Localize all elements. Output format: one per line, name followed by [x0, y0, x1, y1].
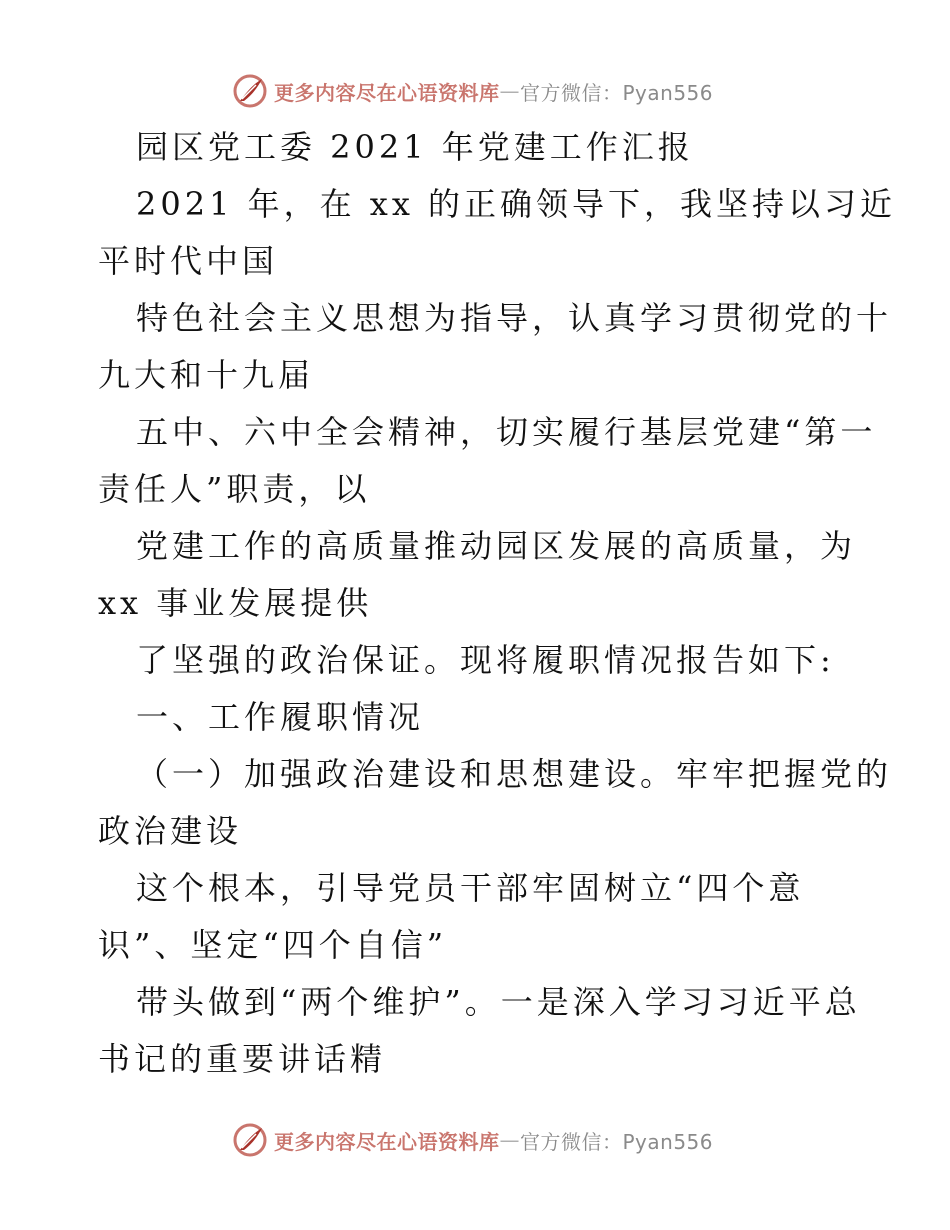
banner-separator: —: [499, 79, 520, 103]
footer-watermark-banner: [232, 1121, 713, 1159]
header-watermark-banner: [232, 72, 713, 110]
banner-main-text: 更多内容尽在心语资料库: [274, 1129, 500, 1154]
feather-pen-logo-icon: [232, 73, 268, 109]
section-heading: 一、工作履职情况: [136, 698, 425, 736]
paragraph-line: 五中、六中全会精神，切实履行基层党建“第一: [136, 413, 877, 451]
subsection-heading: （一）加强政治建设和思想建设。牢牢把握党的: [136, 755, 893, 793]
paragraph-line: 2021 年，在 xx 的正确领导下，我坚持以习近: [136, 185, 897, 223]
paragraph-line: 政治建设: [98, 812, 243, 850]
paragraph-line: 识”、坚定“四个自信”: [98, 926, 448, 964]
paragraph-line: 带头做到“两个维护”。一是深入学习习近平总: [136, 983, 861, 1021]
paragraph-line: 党建工作的高质量推动园区发展的高质量，为: [136, 527, 857, 565]
feather-pen-logo-icon: [232, 1122, 268, 1158]
paragraph-line: 九大和十九届: [98, 356, 315, 394]
banner-main-text: 更多内容尽在心语资料库: [274, 80, 500, 105]
paragraph-line: 特色社会主义思想为指导，认真学习贯彻党的十: [136, 299, 893, 337]
banner-separator: —: [499, 1128, 520, 1152]
banner-contact-text: 官方微信：Pyan556: [520, 1129, 714, 1154]
document-title: 园区党工委 2021 年党建工作汇报: [136, 128, 694, 166]
paragraph-line: 这个根本，引导党员干部牢固树立“四个意: [136, 869, 805, 907]
paragraph-line: 平时代中国: [98, 242, 279, 280]
paragraph-line: 书记的重要讲话精: [98, 1040, 387, 1078]
paragraph-line: 了坚强的政治保证。现将履职情况报告如下:: [136, 641, 835, 679]
banner-contact-text: 官方微信：Pyan556: [520, 80, 714, 105]
paragraph-line: 责任人”职责，以: [98, 470, 371, 508]
paragraph-line: xx 事业发展提供: [98, 584, 373, 622]
